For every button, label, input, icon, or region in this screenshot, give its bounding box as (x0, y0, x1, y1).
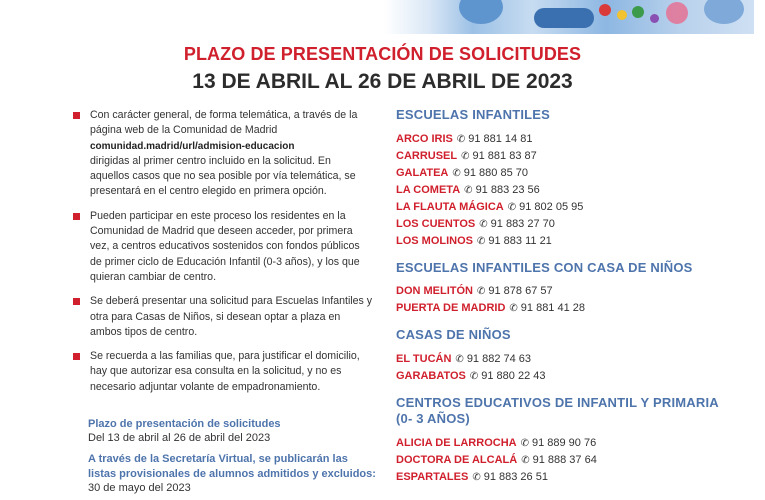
center-name: LA COMETA (396, 183, 461, 196)
center-name: PUERTA DE MADRID (396, 302, 506, 314)
info-bullet (73, 108, 373, 200)
phone-icon: ✆ (455, 353, 464, 365)
centers-section (396, 107, 736, 250)
bullet-text: dirigidas al primer centro incluido en la solicitud. En aquellos casos que no sea posible por vía telemática, se presentará en el centro elegido en primera opción. (90, 154, 356, 198)
provisional-list-date: 30 de mayo del 2023 (88, 482, 191, 494)
center-name: ARCO IRIS (396, 132, 453, 145)
phone-icon: ✆ (461, 150, 470, 162)
centers-section (396, 395, 736, 486)
center-phone: 91 882 74 63 (466, 352, 532, 365)
center-row (396, 283, 736, 300)
centers-column (396, 107, 736, 496)
center-list (396, 351, 736, 385)
virtual-secretary-text: A través de la Secretaría Virtual, se publicarán las listas provisionales de alumnos admitidos y excluidos: (88, 453, 376, 480)
center-row (396, 165, 736, 182)
info-bullet (73, 294, 373, 340)
toy-shape (599, 4, 611, 16)
center-name: GARABATOS (396, 369, 466, 382)
phone-icon: ✆ (477, 286, 486, 297)
center-row (396, 216, 736, 233)
phone-icon: ✆ (479, 218, 488, 230)
virtual-secretary-note (88, 452, 378, 496)
phone-icon: ✆ (520, 437, 529, 449)
phone-icon: ✆ (521, 454, 530, 466)
center-phone: 91 883 23 56 (475, 183, 540, 196)
red-square-bullet-icon (73, 112, 80, 119)
date-range-title: 13 DE ABRIL AL 26 DE ABRIL DE 2023 (192, 70, 573, 93)
info-bullet (73, 349, 373, 395)
bullet-text: Pueden participar en este proceso los residentes en la Comunidad de Madrid que deseen acceder, por primera vez, a centros educativos sostenidos con fondos públicos de primer ciclo de Educación Infantil (0-3 años), y los que quieran cambiar de centro. (90, 209, 360, 283)
phone-icon: ✆ (452, 167, 461, 179)
toy-shape (632, 6, 644, 18)
center-name: LOS CUENTOS (396, 217, 476, 230)
center-row (396, 182, 736, 199)
toy-shape (617, 10, 627, 20)
center-phone: 91 881 83 87 (472, 149, 537, 162)
center-phone: 91 881 14 81 (468, 132, 533, 145)
center-row (396, 452, 736, 469)
info-bullet (73, 209, 373, 285)
toy-shape (459, 0, 503, 24)
center-row (396, 131, 736, 148)
center-phone: 91 878 67 57 (488, 285, 553, 297)
admission-url[interactable]: comunidad.madrid/url/admision-educacion (90, 140, 295, 152)
center-row (396, 300, 736, 317)
center-name: CARRUSEL (396, 149, 458, 162)
center-phone: 91 883 11 21 (488, 234, 552, 247)
toy-shape (704, 0, 744, 24)
deadline-heading: Plazo de presentación de solicitudes (88, 418, 281, 430)
center-phone: 91 802 05 95 (519, 200, 584, 213)
center-phone: 91 883 26 51 (483, 470, 548, 483)
deadline-dates: Del 13 de abril al 26 de abril del 2023 (88, 432, 271, 444)
center-list (396, 283, 736, 317)
page-title: PLAZO DE PRESENTACIÓN DE SOLICITUDES (183, 44, 582, 64)
center-name: ALICIA DE LARROCHA (396, 436, 517, 449)
center-row (396, 233, 736, 250)
section-heading: CENTROS EDUCATIVOS DE INFANTIL Y PRIMARIA (0- 3 AÑOS) (396, 394, 719, 426)
header-photo (14, 0, 754, 34)
center-name: LA FLAUTA MÁGICA (396, 200, 504, 213)
phone-icon: ✆ (509, 303, 518, 314)
phone-icon: ✆ (469, 370, 479, 382)
toy-shape (666, 2, 688, 24)
red-square-bullet-icon (73, 213, 80, 220)
phone-icon: ✆ (472, 471, 481, 483)
bullet-text: Se recuerda a las familias que, para justificar el domicilio, hay que autorizar esa consulta en la solicitud, y no es necesario adjuntar volante de empadronamiento. (90, 350, 360, 393)
center-name: ESPARTALES (396, 470, 469, 483)
center-name: EL TUCÁN (396, 352, 452, 365)
center-list (396, 131, 736, 250)
center-name: DOCTORA DE ALCALÁ (396, 453, 518, 466)
phone-icon: ✆ (456, 133, 466, 145)
info-column (73, 108, 373, 404)
center-phone: 91 888 37 64 (532, 453, 597, 466)
phone-icon: ✆ (507, 201, 517, 213)
center-row (396, 351, 736, 368)
center-name: GALATEA (396, 166, 449, 179)
red-square-bullet-icon (73, 298, 80, 305)
center-phone: 91 880 22 43 (481, 369, 546, 382)
center-phone: 91 883 27 70 (490, 217, 555, 230)
center-row (396, 199, 736, 216)
centers-section (396, 260, 736, 318)
center-phone: 91 881 41 28 (520, 302, 586, 314)
center-phone: 91 889 90 76 (531, 436, 597, 449)
center-row (396, 469, 736, 486)
toy-shape (534, 8, 594, 28)
bullet-text: Con carácter general, de forma telemática, a través de la página web de la Comunidad de Madrid (90, 109, 358, 137)
center-row (396, 368, 736, 385)
phone-icon: ✆ (464, 184, 473, 196)
center-phone: 91 880 85 70 (463, 166, 528, 179)
phone-icon: ✆ (477, 235, 486, 247)
center-name: LOS MOLINOS (396, 234, 473, 247)
bullet-text: Se deberá presentar una solicitud para Escuelas Infantiles y otra para Casas de Niños, si desean optar a plaza en ambos tipos de centro. (90, 295, 373, 338)
section-heading: ESCUELAS INFANTILES (396, 107, 551, 122)
center-row (396, 148, 736, 165)
center-row (396, 435, 736, 452)
section-heading: ESCUELAS INFANTILES CON CASA DE NIÑOS (396, 259, 693, 275)
center-list (396, 435, 736, 486)
red-square-bullet-icon (73, 353, 80, 360)
center-name: DON MELITÓN (396, 285, 473, 297)
toy-shape (650, 14, 659, 23)
section-heading: CASAS DE NIÑOS (396, 327, 511, 342)
deadline-box (88, 417, 378, 496)
centers-section (396, 327, 736, 385)
